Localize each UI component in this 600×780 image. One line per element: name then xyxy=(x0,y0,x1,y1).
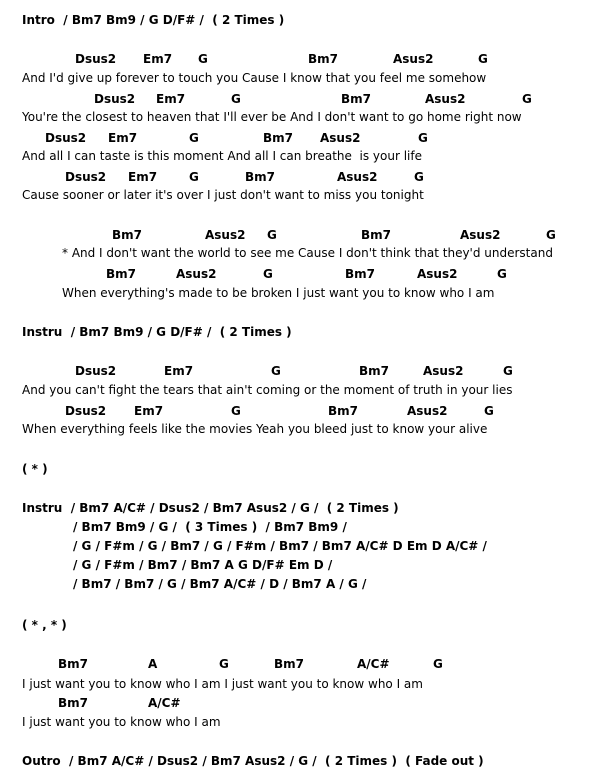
instru-line-6: / Bm7 / Bm7 / G / Bm7 A/C# / D / Bm7 A / G / xyxy=(73,577,367,591)
chord: A/C# xyxy=(357,657,390,671)
chord: Bm7 xyxy=(112,228,142,242)
chord: Bm7 xyxy=(361,228,391,242)
chorus-lyric-1: * And I don't want the world to see me Cause I don't think that they'd understand xyxy=(62,246,553,260)
chord: Bm7 xyxy=(359,364,389,378)
chord: Dsus2 xyxy=(45,131,87,145)
chord: Asus2 xyxy=(417,267,458,281)
chord: Bm7 xyxy=(274,657,304,671)
chord: Dsus2 xyxy=(75,364,117,378)
chord: G xyxy=(546,228,556,242)
chord: Em7 xyxy=(156,92,186,106)
instru-line-1: Instru / Bm7 Bm9 / G D/F# / ( 2 Times ) xyxy=(22,325,292,339)
chord: Dsus2 xyxy=(65,404,107,418)
chord: Em7 xyxy=(164,364,194,378)
chord: Bm7 xyxy=(263,131,293,145)
chord: G xyxy=(478,52,488,66)
chord: Asus2 xyxy=(460,228,501,242)
instru-line-3: / Bm7 Bm9 / G / ( 3 Times ) / Bm7 Bm9 / xyxy=(73,520,347,534)
chord: Bm7 xyxy=(58,657,88,671)
chord: Bm7 xyxy=(308,52,338,66)
chord: G xyxy=(263,267,273,281)
chord: Em7 xyxy=(143,52,173,66)
chord: G xyxy=(418,131,428,145)
chord: Dsus2 xyxy=(75,52,117,66)
chorus-repeat-marker: ( * ) xyxy=(22,462,48,476)
chord: Asus2 xyxy=(320,131,361,145)
intro-line: Intro / Bm7 Bm9 / G D/F# / ( 2 Times ) xyxy=(22,13,285,27)
chord: Asus2 xyxy=(407,404,448,418)
verse1-lyric-2: You're the closest to heaven that I'll ever be And I don't want to go home right now xyxy=(22,110,522,124)
chord: G xyxy=(231,92,241,106)
chorus-lyric-2: When everything's made to be broken I just want you to know who I am xyxy=(62,286,495,300)
chord: Asus2 xyxy=(176,267,217,281)
chord: Em7 xyxy=(108,131,138,145)
verse1-lyric-1: And I'd give up forever to touch you Cause I know that you feel me somehow xyxy=(22,71,487,85)
chord: G xyxy=(189,131,199,145)
outro-line: Outro / Bm7 A/C# / Dsus2 / Bm7 Asus2 / G / ( 2 Times ) ( Fade out ) xyxy=(22,754,484,768)
chord: G xyxy=(522,92,532,106)
chord: Bm7 xyxy=(106,267,136,281)
chord: Dsus2 xyxy=(94,92,136,106)
chord: Asus2 xyxy=(205,228,246,242)
chord: G xyxy=(271,364,281,378)
instru-line-2: Instru / Bm7 A/C# / Dsus2 / Bm7 Asus2 / G / ( 2 Times ) xyxy=(22,501,399,515)
instru-line-5: / G / F#m / Bm7 / Bm7 A G D/F# Em D / xyxy=(73,558,333,572)
chord: Em7 xyxy=(134,404,164,418)
chord: G xyxy=(267,228,277,242)
verse1-lyric-4: Cause sooner or later it's over I just don't want to miss you tonight xyxy=(22,188,424,202)
chord: G xyxy=(484,404,494,418)
chord: Asus2 xyxy=(337,170,378,184)
chord: G xyxy=(414,170,424,184)
chord: Bm7 xyxy=(328,404,358,418)
instru-line-4: / G / F#m / G / Bm7 / G / F#m / Bm7 / Bm7 A/C# D Em D A/C# / xyxy=(73,539,487,553)
verse1-lyric-3: And all I can taste is this moment And all I can breathe is your life xyxy=(22,149,422,163)
chord: G xyxy=(433,657,443,671)
chord: Asus2 xyxy=(393,52,434,66)
chord: G xyxy=(189,170,199,184)
chord: A xyxy=(148,657,158,671)
chord: A/C# xyxy=(148,696,181,710)
chord: Bm7 xyxy=(58,696,88,710)
double-chorus-marker: ( * , * ) xyxy=(22,618,67,632)
chord: Asus2 xyxy=(423,364,464,378)
chord: G xyxy=(231,404,241,418)
chord: Em7 xyxy=(128,170,158,184)
chord: G xyxy=(219,657,229,671)
chord: G xyxy=(198,52,208,66)
chord: Dsus2 xyxy=(65,170,107,184)
chord: G xyxy=(497,267,507,281)
verse2-lyric-1: And you can't fight the tears that ain't coming or the moment of truth in your lies xyxy=(22,383,513,397)
chord: G xyxy=(503,364,513,378)
chord: Asus2 xyxy=(425,92,466,106)
bridge-lyric-1: I just want you to know who I am I just want you to know who I am xyxy=(22,677,423,691)
chord: Bm7 xyxy=(345,267,375,281)
chord: Bm7 xyxy=(341,92,371,106)
verse2-lyric-2: When everything feels like the movies Yeah you bleed just to know your alive xyxy=(22,422,488,436)
bridge-lyric-2: I just want you to know who I am xyxy=(22,715,221,729)
chord: Bm7 xyxy=(245,170,275,184)
